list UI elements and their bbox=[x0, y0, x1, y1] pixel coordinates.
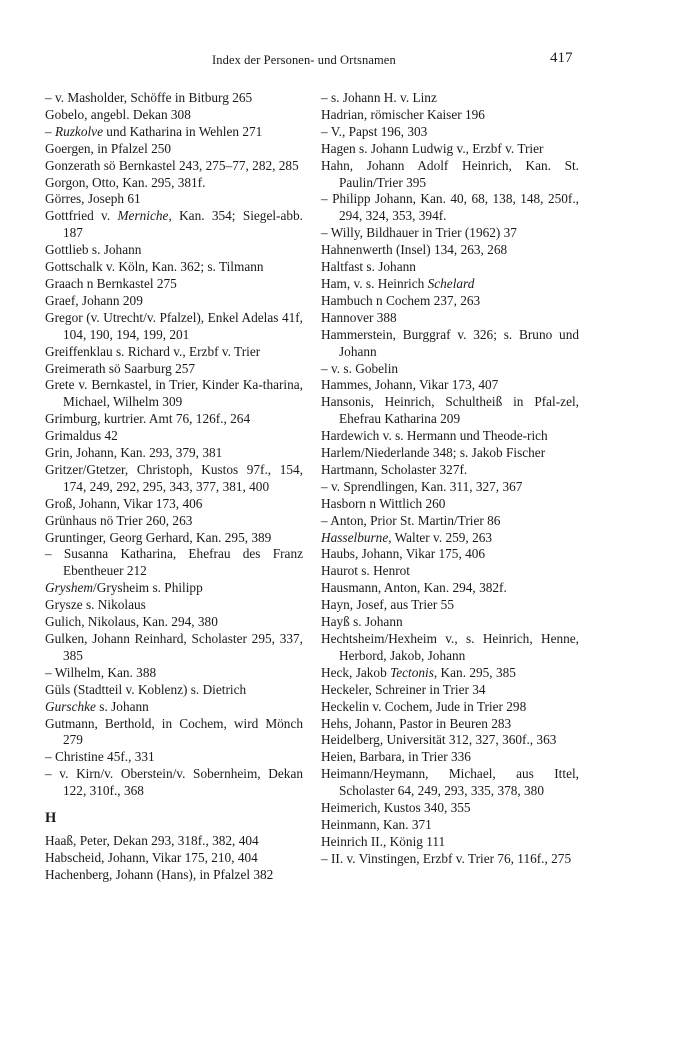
index-entry-text: Hansonis, Heinrich, Schultheiß in Pfal-zel, Ehefrau Katharina 209 bbox=[321, 394, 579, 427]
index-entry-text: – Wilhelm, Kan. 388 bbox=[45, 664, 157, 680]
index-entry-text: , Kan. 295, 385 bbox=[433, 664, 516, 680]
index-entry-text: Harlem/Niederlande 348; s. Jakob Fischer bbox=[321, 445, 546, 461]
index-entry bbox=[45, 124, 303, 141]
index-entry bbox=[321, 513, 579, 530]
index-entry-text: Heinmann, Kan. 371 bbox=[321, 816, 432, 832]
index-entry-text: Hasborn n Wittlich 260 bbox=[321, 495, 446, 511]
index-entry-text: s. Johann bbox=[95, 698, 149, 714]
index-entry-text: Haaß, Peter, Dekan 293, 318f., 382, 404 bbox=[45, 832, 259, 848]
index-entry bbox=[45, 496, 303, 513]
index-entry-text: Hehs, Johann, Pastor in Beuren 283 bbox=[321, 715, 512, 731]
index-entry bbox=[45, 682, 303, 699]
index-entry bbox=[45, 158, 303, 175]
index-entry bbox=[321, 496, 579, 513]
index-column-right bbox=[321, 90, 579, 868]
index-entry-text: – Philipp Johann, Kan. 40, 68, 138, 148, 250f., 294, 324, 353, 394f. bbox=[321, 191, 579, 224]
index-entry bbox=[45, 259, 303, 276]
index-entry-text: Grimaldus 42 bbox=[45, 428, 118, 444]
index-entry-text: Heimann/Heymann, Michael, aus Ittel, Scholaster 64, 249, 293, 335, 378, 380 bbox=[321, 766, 579, 799]
index-entry-text: Gulken, Johann Reinhard, Scholaster 295, 337, 385 bbox=[45, 631, 303, 663]
index-entry bbox=[321, 225, 579, 242]
index-entry-text: Hayn, Josef, aus Trier 55 bbox=[321, 597, 454, 613]
index-entry bbox=[321, 394, 579, 428]
index-entry bbox=[45, 377, 303, 411]
index-entry-italic-text: Gryshem bbox=[45, 580, 94, 596]
index-entry bbox=[321, 631, 579, 665]
index-entry bbox=[321, 699, 579, 716]
index-entry-text: Grünhaus nö Trier 260, 263 bbox=[45, 512, 193, 528]
index-entry bbox=[45, 716, 303, 750]
index-entry bbox=[45, 411, 303, 428]
index-entry bbox=[321, 580, 579, 597]
index-entry-text: Heinrich II., König 111 bbox=[321, 833, 446, 849]
index-entry-text: – v. s. Gobelin bbox=[321, 360, 399, 376]
index-entry bbox=[45, 242, 303, 259]
index-entry-text: Hambuch n Cochem 237, 263 bbox=[321, 292, 481, 308]
index-entry bbox=[321, 90, 579, 107]
index-entry-text: Graef, Johann 209 bbox=[45, 292, 143, 308]
index-entry-text: Groß, Johann, Vikar 173, 406 bbox=[45, 495, 203, 511]
index-entry bbox=[321, 597, 579, 614]
index-entry bbox=[321, 327, 579, 361]
index-entry-italic-text: Gurschke bbox=[45, 698, 96, 714]
index-entry-text: – Christine 45f., 331 bbox=[45, 749, 155, 765]
index-entry-italic-text: Merniche bbox=[117, 208, 169, 224]
index-entry bbox=[45, 344, 303, 361]
index-entry bbox=[321, 732, 579, 749]
running-head: Index der Personen- und Ortsnamen bbox=[212, 53, 396, 67]
index-entry-text: Hadrian, römischer Kaiser 196 bbox=[321, 106, 485, 122]
index-entry bbox=[321, 462, 579, 479]
index-entry-text: Goergen, in Pfalzel 250 bbox=[45, 140, 172, 156]
index-entry bbox=[45, 428, 303, 445]
index-entry bbox=[321, 158, 579, 192]
index-entry bbox=[321, 107, 579, 124]
index-entry-text: , Kan. 354; Siegel-abb. 187 bbox=[63, 208, 304, 241]
index-entry-text: – bbox=[45, 123, 55, 139]
index-entry-text: Gulich, Nikolaus, Kan. 294, 380 bbox=[45, 614, 218, 630]
index-entry-text: Gottschalk v. Köln, Kan. 362; s. Tilmann bbox=[45, 259, 264, 275]
index-entry-italic-text: Ruzkolve bbox=[54, 123, 103, 139]
index-entry bbox=[321, 276, 579, 293]
index-entry bbox=[45, 310, 303, 344]
index-column-left bbox=[45, 90, 303, 884]
index-entry-text: – v. Kirn/v. Oberstein/v. Sobernheim, Dekan 122, 310f., 368 bbox=[45, 766, 303, 799]
index-entry bbox=[45, 90, 303, 107]
index-entry-text: – s. Johann H. v. Linz bbox=[321, 90, 437, 105]
index-entry-text: Gottlieb s. Johann bbox=[45, 242, 142, 258]
index-entry-text: Hahn, Johann Adolf Heinrich, Kan. St. Paulin/Trier 395 bbox=[321, 157, 579, 190]
index-entry bbox=[45, 597, 303, 614]
index-entry bbox=[45, 175, 303, 192]
index-entry-text: Greiffenklau s. Richard v., Erzbf v. Trier bbox=[45, 343, 261, 359]
index-entry-text: Grin, Johann, Kan. 293, 379, 381 bbox=[45, 445, 223, 461]
index-entry-text: Greimerath sö Saarburg 257 bbox=[45, 360, 196, 376]
index-entry-text: und Katharina in Wehlen 271 bbox=[102, 123, 263, 139]
index-entry-text: Heck, Jakob bbox=[321, 664, 391, 680]
index-entry-text: – Willy, Bildhauer in Trier (1962) 37 bbox=[321, 225, 517, 241]
page-number: 417 bbox=[550, 50, 573, 66]
index-entry bbox=[321, 361, 579, 378]
index-entry bbox=[321, 310, 579, 327]
index-entry bbox=[321, 851, 579, 868]
index-entry-text: Görres, Joseph 61 bbox=[45, 191, 141, 207]
index-entry bbox=[321, 614, 579, 631]
index-entry-text: Hammes, Johann, Vikar 173, 407 bbox=[321, 377, 499, 393]
index-entry bbox=[45, 833, 303, 850]
index-entry-text: Hayß s. Johann bbox=[321, 614, 403, 630]
index-entry-text: Hannover 388 bbox=[321, 309, 397, 325]
index-entry-italic-text: Hasselburne bbox=[321, 529, 389, 545]
index-entry-text: Hagen s. Johann Ludwig v., Erzbf v. Trier bbox=[321, 140, 544, 156]
index-entry bbox=[45, 208, 303, 242]
index-entry-text: Haltfast s. Johann bbox=[321, 259, 416, 275]
index-entry-text: – v. Masholder, Schöffe in Bitburg 265 bbox=[45, 90, 253, 105]
index-entry bbox=[321, 377, 579, 394]
index-entry bbox=[45, 293, 303, 310]
index-entry bbox=[45, 699, 303, 716]
index-entry bbox=[321, 563, 579, 580]
index-entry bbox=[45, 546, 303, 580]
index-entry bbox=[45, 513, 303, 530]
index-entry bbox=[321, 716, 579, 733]
index-entry bbox=[45, 614, 303, 631]
index-entry-text: Heien, Barbara, in Trier 336 bbox=[321, 749, 471, 765]
index-entry bbox=[321, 749, 579, 766]
index-entry-text: Hahnenwerth (Insel) 134, 263, 268 bbox=[321, 242, 508, 258]
index-entry-text: Grete v. Bernkastel, in Trier, Kinder Ka-tharina, Michael, Wilhelm 309 bbox=[45, 377, 303, 410]
index-entry bbox=[321, 800, 579, 817]
index-entry-text: Gruntinger, Georg Gerhard, Kan. 295, 389 bbox=[45, 529, 272, 545]
index-entry bbox=[321, 445, 579, 462]
index-entry bbox=[321, 682, 579, 699]
index-entry-text: Hausmann, Anton, Kan. 294, 382f. bbox=[321, 580, 507, 596]
index-entry bbox=[45, 141, 303, 158]
index-entry bbox=[45, 107, 303, 124]
index-entry-text: Heidelberg, Universität 312, 327, 360f., 363 bbox=[321, 732, 557, 748]
index-entry-text: Gonzerath sö Bernkastel 243, 275–77, 282, 285 bbox=[45, 157, 299, 173]
index-entry bbox=[45, 361, 303, 378]
index-entry bbox=[45, 749, 303, 766]
index-entry-text: – II. v. Vinstingen, Erzbf v. Trier 76, 116f., 275 bbox=[321, 850, 572, 866]
index-entry bbox=[45, 850, 303, 867]
index-entry bbox=[321, 766, 579, 800]
index-entry-text: – Anton, Prior St. Martin/Trier 86 bbox=[321, 512, 501, 528]
index-entry-text: Heckelin v. Cochem, Jude in Trier 298 bbox=[321, 698, 527, 714]
index-entry bbox=[321, 665, 579, 682]
index-entry-text: Gorgon, Otto, Kan. 295, 381f. bbox=[45, 174, 206, 190]
index-entry bbox=[45, 530, 303, 547]
index-entry bbox=[45, 580, 303, 597]
index-entry-text: Hechtsheim/Hexheim v., s. Heinrich, Henne, Herbord, Jakob, Johann bbox=[321, 631, 579, 663]
index-entry-text: Grimburg, kurtrier. Amt 76, 126f., 264 bbox=[45, 411, 251, 427]
index-entry bbox=[321, 546, 579, 563]
index-entry bbox=[321, 834, 579, 851]
index-entry-text: /Grysheim s. Philipp bbox=[93, 580, 203, 596]
index-entry-text: Hachenberg, Johann (Hans), in Pfalzel 382 bbox=[45, 866, 274, 882]
index-entry-text: Gregor (v. Utrecht/v. Pfalzel), Enkel Adelas 41f, 104, 190, 194, 199, 201 bbox=[45, 309, 303, 342]
index-entry bbox=[45, 867, 303, 884]
index-entry bbox=[321, 479, 579, 496]
index-entry-text: – v. Sprendlingen, Kan. 311, 327, 367 bbox=[321, 478, 523, 494]
index-entry bbox=[45, 191, 303, 208]
index-entry-text: Grysze s. Nikolaus bbox=[45, 597, 146, 613]
index-entry-text: Ham, v. s. Heinrich bbox=[321, 275, 428, 291]
letter-heading: H bbox=[45, 810, 57, 827]
index-entry-text: Haubs, Johann, Vikar 175, 406 bbox=[321, 546, 486, 562]
index-entry-text: Graach n Bernkastel 275 bbox=[45, 275, 177, 291]
index-entry-text: Gritzer/Gtetzer, Christoph, Kustos 97f., 154, 174, 249, 292, 295, 343, 377, 381, 400 bbox=[45, 461, 303, 494]
index-entry bbox=[321, 293, 579, 310]
index-entry-text: Hammerstein, Burggraf v. 326; s. Bruno und Johann bbox=[321, 326, 579, 359]
index-entry-text: Gutmann, Berthold, in Cochem, wird Mönch 279 bbox=[45, 715, 303, 748]
index-entry bbox=[45, 445, 303, 462]
index-entry-text: Gottfried v. bbox=[45, 208, 118, 224]
index-entry-italic-text: Schelard bbox=[427, 275, 475, 291]
index-entry bbox=[321, 817, 579, 834]
index-entry-text: – Susanna Katharina, Ehefrau des Franz Ebentheuer 212 bbox=[45, 546, 303, 579]
index-entry bbox=[45, 462, 303, 496]
index-entry bbox=[45, 631, 303, 665]
index-entry-text: – V., Papst 196, 303 bbox=[321, 123, 428, 139]
index-entry bbox=[321, 141, 579, 158]
index-entry bbox=[321, 242, 579, 259]
index-entry bbox=[45, 276, 303, 293]
index-entry-text: Güls (Stadtteil v. Koblenz) s. Dietrich bbox=[45, 681, 247, 697]
index-entry-italic-text: Tectonis bbox=[390, 664, 434, 680]
index-entry-text: Heimerich, Kustos 340, 355 bbox=[321, 800, 471, 816]
index-entry-text: Gobelo, angebl. Dekan 308 bbox=[45, 106, 191, 122]
index-entry bbox=[321, 259, 579, 276]
index-entry-text: Hardewich v. s. Hermann und Theode-rich bbox=[321, 428, 548, 444]
index-entry-text: Habscheid, Johann, Vikar 175, 210, 404 bbox=[45, 849, 258, 865]
index-entry bbox=[45, 766, 303, 800]
index-entry bbox=[321, 530, 579, 547]
index-entry bbox=[45, 665, 303, 682]
index-entry bbox=[321, 191, 579, 225]
index-entry bbox=[321, 124, 579, 141]
index-entry-text: Heckeler, Schreiner in Trier 34 bbox=[321, 681, 486, 697]
index-entry-text: , Walter v. 259, 263 bbox=[388, 529, 493, 545]
index-entry bbox=[321, 428, 579, 445]
index-entry-text: Haurot s. Henrot bbox=[321, 563, 410, 579]
index-entry-text: Hartmann, Scholaster 327f. bbox=[321, 461, 468, 477]
